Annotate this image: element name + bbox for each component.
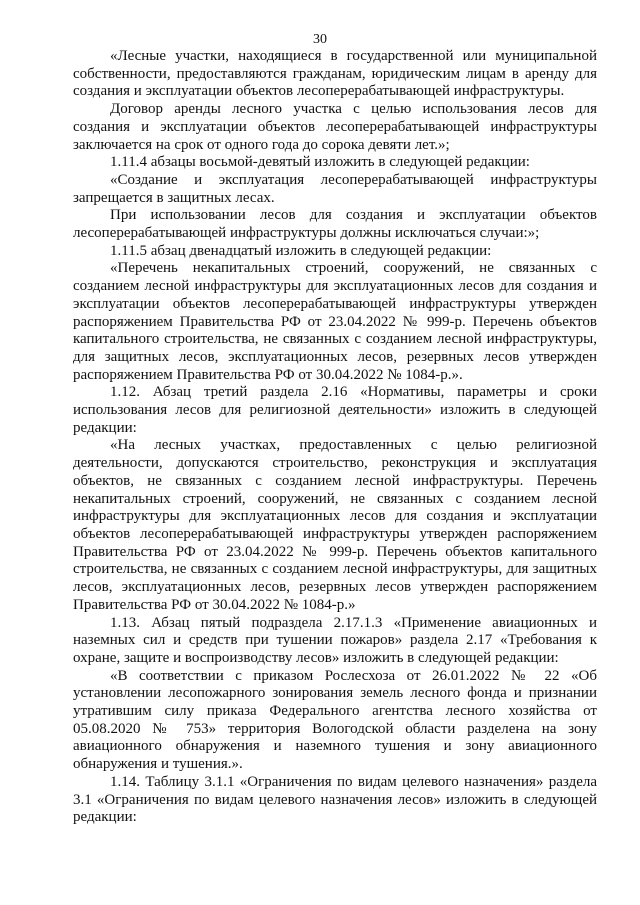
paragraph: 1.11.5 абзац двенадцатый изложить в следующей редакции: <box>110 242 492 259</box>
paragraph: 1.11.4 абзацы восьмой-девятый изложить в следующей редакции: <box>110 154 530 171</box>
paragraph: «Создание и эксплуатация лесоперерабатывающей инфраструктуры запрещается в защитных лесах. <box>73 171 597 206</box>
paragraph: 1.12. Абзац третий раздела 2.16 «Нормативы, параметры и сроки использования лесов для религиозной деятельности» изложить в следующей редакции: <box>73 384 597 436</box>
paragraph: «На лесных участках, предоставленных с целью религиозной деятельности, допускаются строительство, реконструкция и эксплуатация объектов, не связанных с созданием лесной инфраструктуры. Перечень некапитальных строений, сооружений, не связанных с созданием лесной инфраструктуры для эксплуатационных лесов для создания и эксплуатации объектов лесоперерабатывающей инфраструктуры утвержден распоряжением Правительства РФ от 23.04.2022 № 999-р. Перечень объектов капитального строительства, не связанных с созданием лесной инфраструктуры, для защитных лесов, эксплуатационных лесов, резервных лесов утвержден распоряжением Правительства РФ от 30.04.2022 № 1084-р.» <box>73 437 597 613</box>
page-number: 30 <box>313 32 327 47</box>
paragraph: При использовании лесов для создания и эксплуатации объектов лесоперерабатывающей инфраструктуры должны исключаться случаи:»; <box>73 207 597 242</box>
paragraph: «Перечень некапитальных строений, сооружений, не связанных с созданием лесной инфраструктуры для эксплуатационных лесов для создания и эксплуатации объектов лесоперерабатывающей инфраструктуры утвержден распоряжением Правительства РФ от 23.04.2022 № 999-р. Перечень объектов капитального строительства, не связанных с созданием лесной инфраструктуры, для защитных лесов, эксплуатационных лесов, резервных лесов утвержден распоряжением Правительства РФ от 30.04.2022 № 1084-р.». <box>73 260 597 383</box>
paragraph: «В соответствии с приказом Рослесхоза от 26.01.2022 № 22 «Об установлении лесопожарного зонирования земель лесного фонда и признании утратившим силу приказа Федерального агентства лесного хозяйства от 05.08.2020 № 753» территория Вологодской области разделена на зону авиационного обнаружения и наземного тушения и зону авиационного обнаружения и тушения.». <box>73 667 597 773</box>
paragraph: «Лесные участки, находящиеся в государственной или муниципальной собственности, предоставляются гражданам, юридическим лицам в аренду для создания и эксплуатации объектов лесоперерабатывающей инфраструктуры. <box>73 48 597 100</box>
paragraph: 1.13. Абзац пятый подраздела 2.17.1.3 «Применение авиационных и наземных сил и средств при тушении пожаров» раздела 2.17 «Требования к охране, защите и воспроизводству лесов» изложить в следующей редакции: <box>73 614 597 666</box>
paragraph: Договор аренды лесного участка с целью использования лесов для создания и эксплуатации объектов лесоперерабатывающей инфраструктуры заключается на срок от одного года до сорока девяти лет.»; <box>73 101 597 153</box>
paragraph: 1.14. Таблицу 3.1.1 «Ограничения по видам целевого назначения» раздела 3.1 «Ограничения по видам целевого назначения лесов» изложить в следующей редакции: <box>73 773 597 826</box>
document-body <box>73 48 597 827</box>
